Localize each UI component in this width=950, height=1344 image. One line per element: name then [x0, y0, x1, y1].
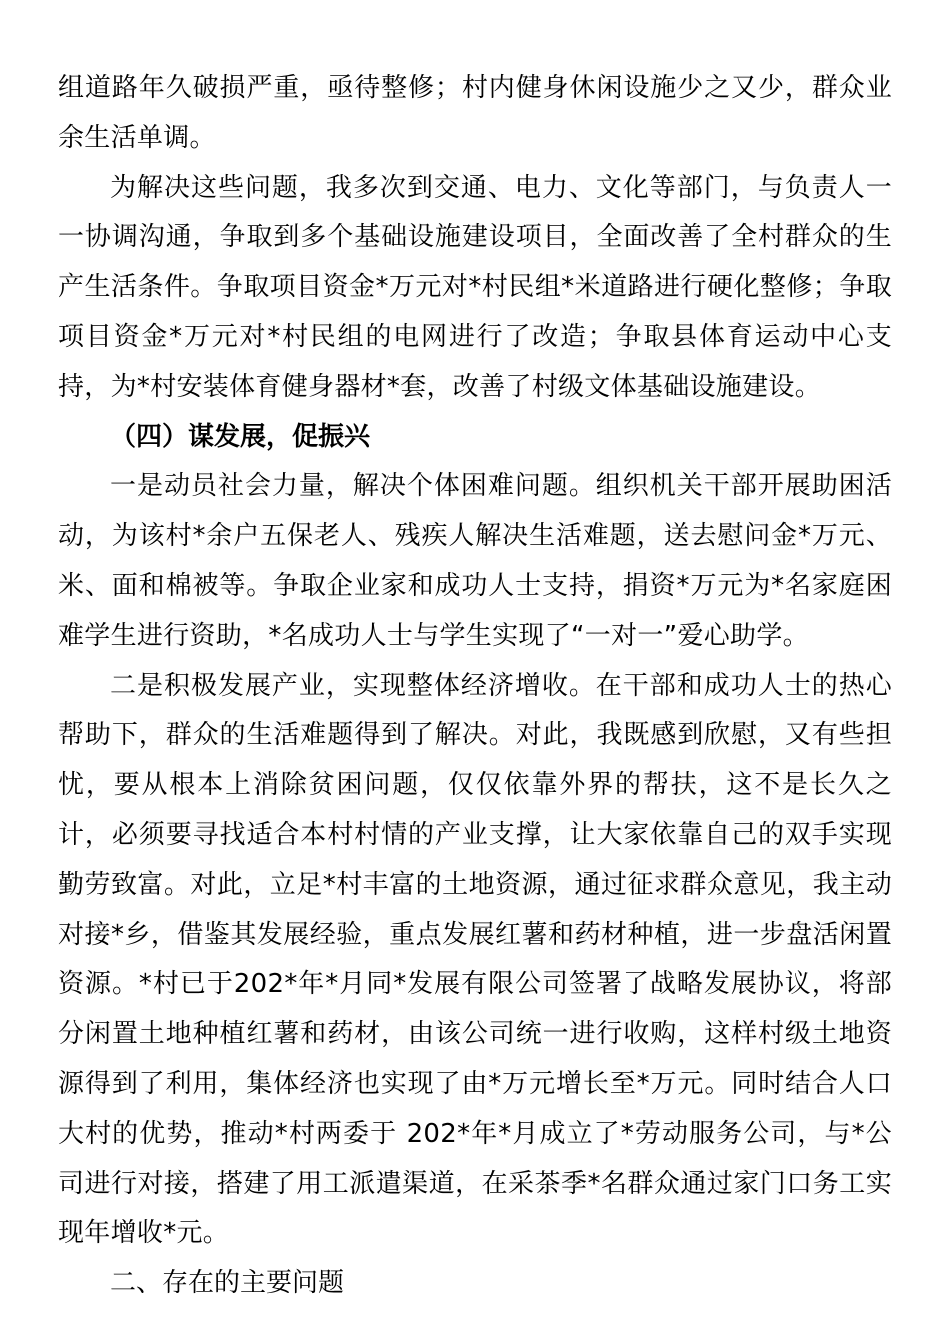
section-heading-problems: 二、存在的主要问题 [110, 1268, 345, 1299]
paragraph-industry: 二是积极发展产业，实现整体经济增收。在干部和成功人士的热心帮助下，群众的生活难题得到了解决。对此，我既感到欣慰，又有些担忧，要从根本上消除贫困问题，仅仅依靠外界的帮扶，这不是长久之计，必须要寻找适合本村村情的产业支撑，让大家依靠自己的双手实现勤劳致富。对此，立足*村丰富的土地资源，通过征求群众意见，我主动对接*乡，借鉴其发展经验，重点发展红薯和药材种植，进一步盘活闲置资源。*村已于202*年*月同*发展有限公司签署了战略发展协议，将部分闲置土地种植红薯和药材，由该公司统一进行收购，这样村级土地资源得到了利用，集体经济也实现了由*万元增长至*万元。同时结合人口大村的优势，推动*村两委于 202*年*月成立了*劳动服务公司，与*公司进行对接，搭建了用工派遣渠道，在采茶季*名群众通过家门口务工实现年增收*元。 [58, 670, 892, 1249]
subheading-development: （四）谋发展，促振兴 [110, 421, 371, 452]
document-page [58, 64, 892, 1309]
paragraph-continuation: 组道路年久破损严重，亟待整修；村内健身休闲设施少之又少，群众业余生活单调。 [58, 73, 892, 153]
paragraph-infrastructure: 为解决这些问题，我多次到交通、电力、文化等部门，与负责人一一协调沟通，争取到多个基础设施建设项目，全面改善了全村群众的生产生活条件。争取项目资金*万元对*村民组*米道路进行硬化整修；争取项目资金*万元对*村民组的电网进行了改造；争取县体育运动中心支持，为*村安装体育健身器材*套，改善了村级文体基础设施建设。 [58, 172, 892, 402]
paragraph-social-support: 一是动员社会力量，解决个体困难问题。组织机关干部开展助困活动，为该村*余户五保老人、残疾人解决生活难题，送去慰问金*万元、米、面和棉被等。争取企业家和成功人士支持，捐资*万元为*名家庭困难学生进行资助，*名成功人士与学生实现了“一对一”爱心助学。 [58, 471, 892, 651]
